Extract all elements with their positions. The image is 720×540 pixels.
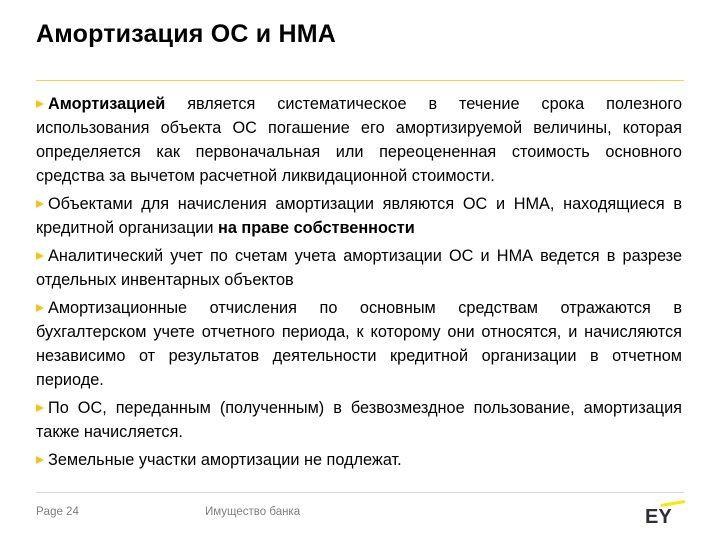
slide-title: Амортизация ОС и НМА: [36, 20, 337, 48]
bold-tail: на праве собственности: [217, 219, 415, 237]
paragraph-text: является систематическое в течение срока полезного использования объекта ОС погашение его амортизируемой величины, которая определяется как первоначальная или переоцененная стоимость основного средства за вычетом расчетной ликвидационной стоимости.: [36, 95, 682, 185]
paragraph-text: Земельные участки амортизации не подлежат.: [48, 451, 402, 469]
logo-text: EY: [645, 506, 672, 524]
paragraph-text: Амортизационные отчисления по основным средствам отражаются в бухгалтерском учете отчетного периода, к которому они относятся, и начисляются независимо от результатов деятельности кредитной организации в отчетном периоде.: [36, 299, 682, 389]
paragraph-text: По ОС, переданным (полученным) в безвозмездное пользование, амортизация также начисляется.: [36, 399, 682, 441]
paragraph-depreciation-charges: [36, 296, 682, 392]
slide-body: [36, 92, 682, 476]
bullet-arrow-icon: [36, 304, 44, 312]
paragraph-depreciation-objects: [36, 192, 682, 240]
bullet-arrow-icon: [36, 100, 44, 108]
paragraph-text: Аналитический учет по счетам учета амортизации ОС и НМА ведется в разрезе отдельных инвентарных объектов: [36, 247, 682, 289]
bullet-arrow-icon: [36, 200, 44, 208]
footer-divider: [36, 492, 684, 493]
paragraph-depreciation-definition: [36, 92, 682, 188]
bullet-arrow-icon: [36, 404, 44, 412]
paragraph-text: Объектами для начисления амортизации являются ОС и НМА, находящиеся в кредитной организации: [36, 195, 682, 237]
page-number: Page 24: [36, 506, 79, 518]
footer-caption: Имущество банка: [205, 506, 301, 518]
bullet-arrow-icon: [36, 252, 44, 260]
title-divider: [36, 80, 684, 81]
bullet-arrow-icon: [36, 456, 44, 464]
bold-lead: Амортизацией: [48, 95, 166, 113]
paragraph-land-plots: [36, 448, 682, 472]
paragraph-analytical-accounting: [36, 244, 682, 292]
ey-logo: [645, 500, 685, 524]
paragraph-free-use: [36, 396, 682, 444]
